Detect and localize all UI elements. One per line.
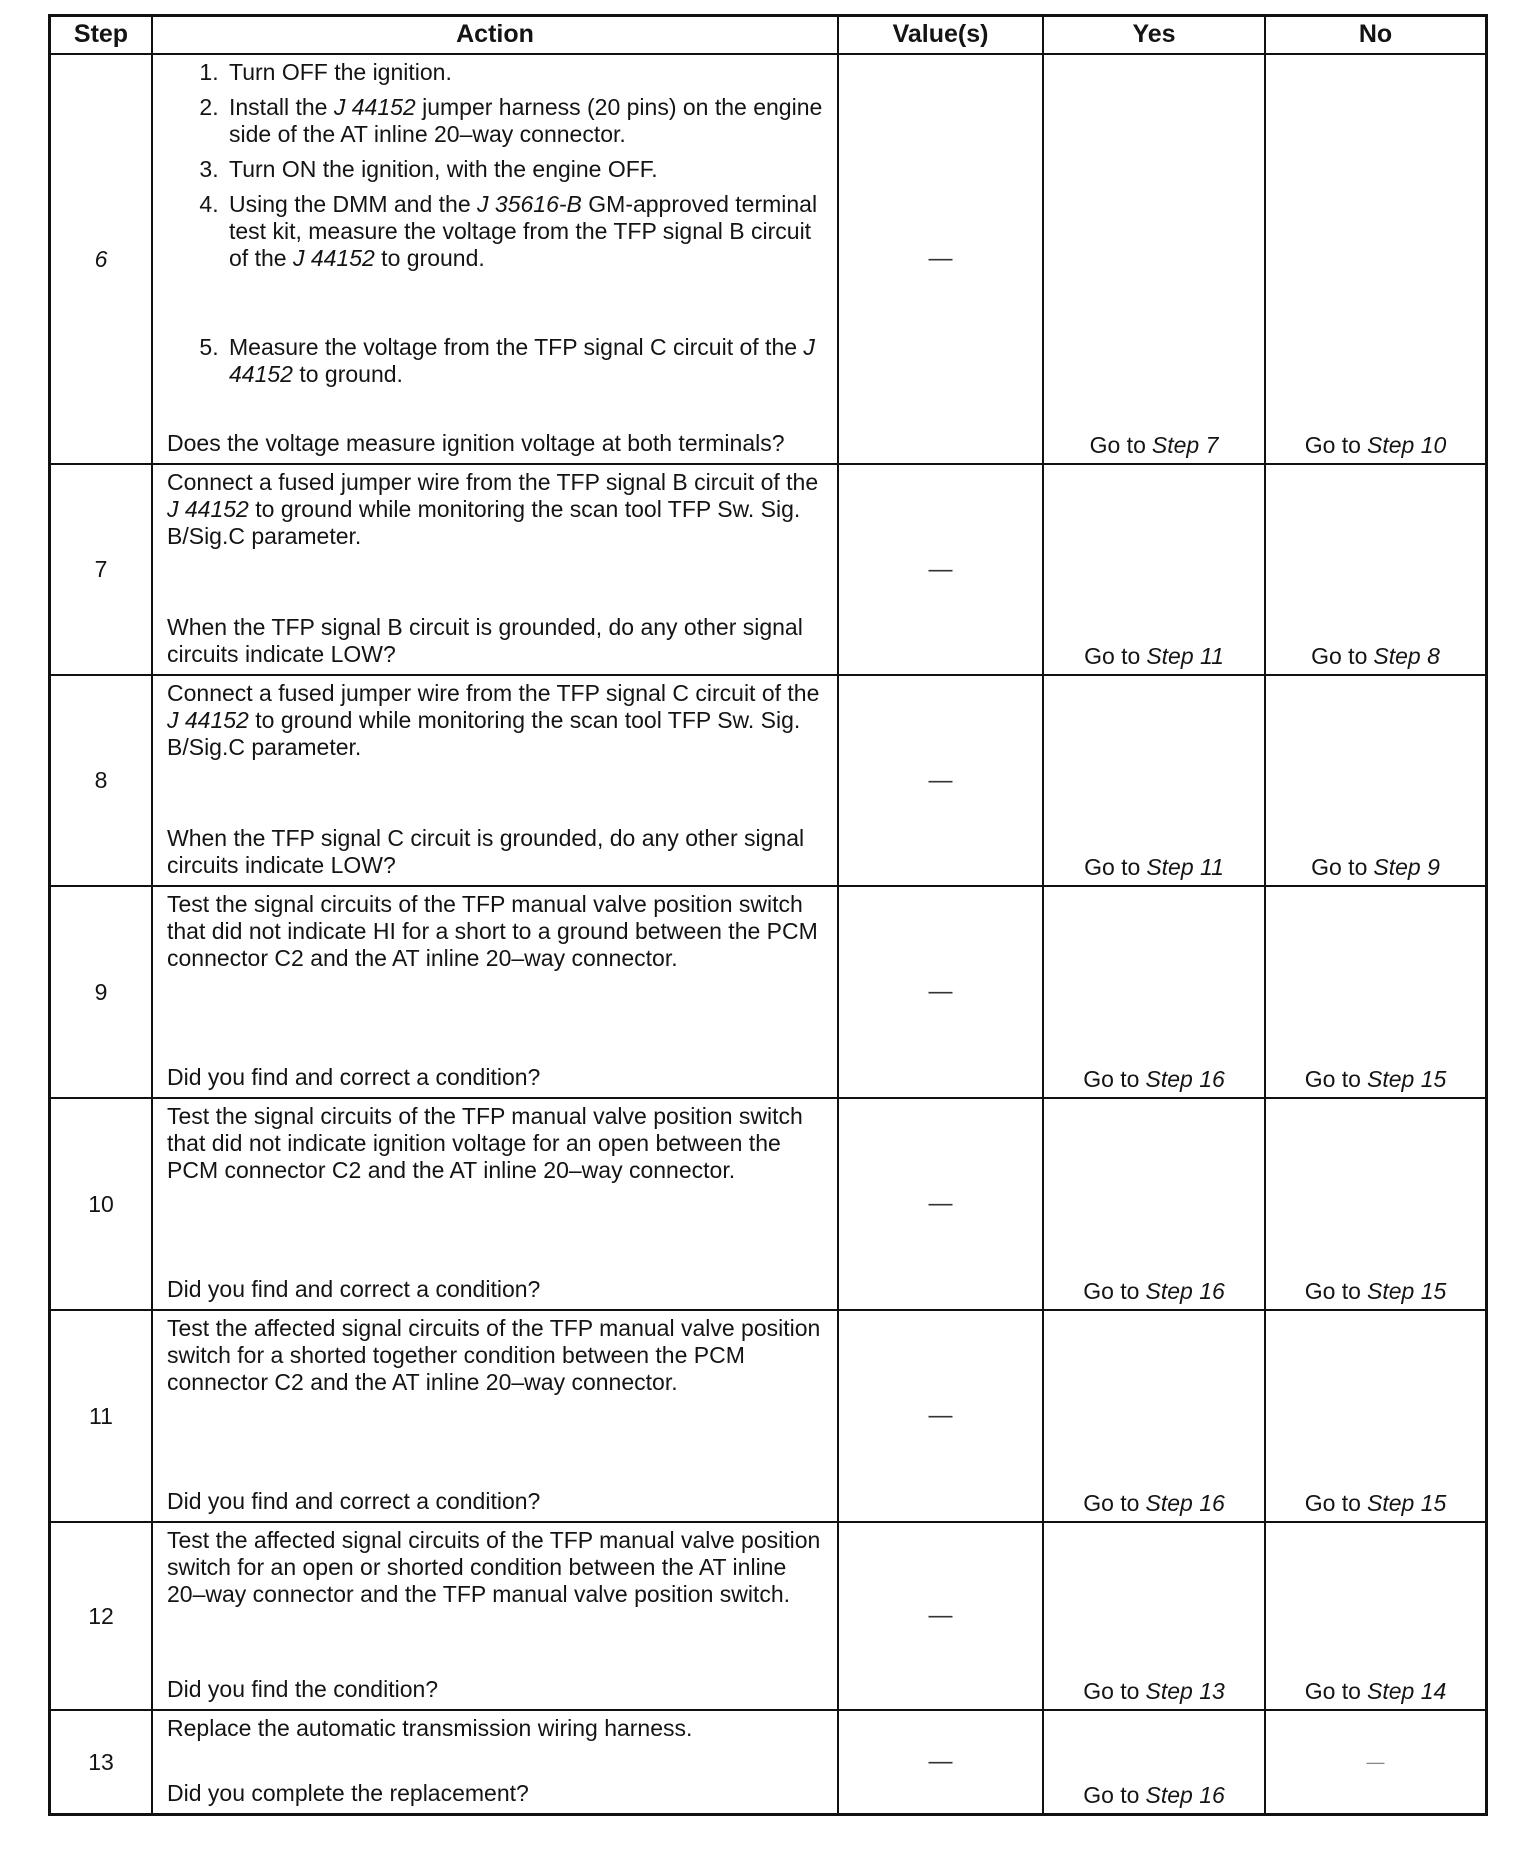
action-cell [151, 1311, 837, 1521]
question-text: When the TFP signal B circuit is grounded, do any other signal circuits indicate LOW? [167, 614, 803, 667]
yes-cell: Go to Step 13 [1042, 1523, 1264, 1709]
question-text: Did you find and correct a condition? [167, 1276, 541, 1302]
table-row [51, 1097, 1485, 1309]
step-number: 9 [94, 978, 108, 1005]
no-cell: Go to Step 9 [1264, 676, 1485, 885]
yes-cell: Go to Step 16 [1042, 887, 1264, 1097]
action-cell [151, 676, 837, 885]
no-cell: Go to Step 15 [1264, 887, 1485, 1097]
step-number: 10 [88, 1190, 114, 1217]
value-cell: — [837, 1311, 1042, 1521]
action-text: Connect a fused jumper wire from the TFP signal C circuit of the J 44152 to ground while monitoring the scan tool TFP Sw. Sig. B/Sig.C parameter. [167, 680, 820, 760]
tool-reference: J 44152 [167, 707, 249, 733]
question-text: Did you complete the replacement? [167, 1780, 529, 1806]
yes-cell: Go to Step 11 [1042, 676, 1264, 885]
step-number: 11 [89, 1402, 113, 1429]
no-cell: Go to Step 8 [1264, 465, 1485, 674]
header-yes: Yes [1042, 17, 1264, 53]
value-cell: — [837, 1099, 1042, 1309]
header-step: Step [73, 20, 129, 48]
action-cell [151, 1099, 837, 1309]
action-text: Replace the automatic transmission wiring harness. [167, 1715, 693, 1741]
table-row [51, 1709, 1485, 1813]
table-header [51, 17, 1485, 53]
question-text: Did you find and correct a condition? [167, 1064, 541, 1090]
value-cell: — [837, 465, 1042, 674]
instruction-list [167, 59, 827, 388]
action-text: Connect a fused jumper wire from the TFP signal B circuit of the J 44152 to ground while monitoring the scan tool TFP Sw. Sig. B/Sig.C parameter. [167, 469, 819, 549]
question-text: Did you find and correct a condition? [167, 1488, 541, 1514]
step-number: 6 [94, 245, 108, 272]
yes-cell: Go to Step 7 [1042, 55, 1264, 463]
yes-cell: Go to Step 11 [1042, 465, 1264, 674]
step-number: 13 [88, 1748, 114, 1775]
header-action: Action [151, 17, 837, 53]
action-cell [151, 1711, 837, 1813]
diagnostic-table [48, 14, 1488, 1816]
list-item: 5. Measure the voltage from the TFP signal C circuit of the J 44152 to ground. [225, 334, 827, 388]
yes-cell: Go to Step 16 [1042, 1311, 1264, 1521]
action-text: Test the signal circuits of the TFP manual valve position switch that did not indicate ignition voltage for an open between the PCM connector C2 and the AT inline 20–way connector. [167, 1103, 803, 1183]
table-row [51, 1309, 1485, 1521]
tool-reference: J 44152 [333, 94, 416, 120]
action-cell [151, 55, 837, 463]
action-text: Test the affected signal circuits of the TFP manual valve position switch for a shorted together condition between the PCM connector C2 and the AT inline 20–way connector. [167, 1315, 821, 1395]
yes-cell: Go to Step 16 [1042, 1099, 1264, 1309]
list-item: 4. Using the DMM and the J 35616-B GM-approved terminal test kit, measure the voltage from the TFP signal B circuit of the J 44152 to ground. [225, 191, 827, 272]
value-cell: — [837, 1523, 1042, 1709]
step-number: 8 [94, 767, 108, 793]
question-text: When the TFP signal C circuit is grounded, do any other signal circuits indicate LOW? [167, 825, 805, 878]
action-cell [151, 1523, 837, 1709]
tool-reference: J 35616-B [477, 191, 582, 217]
value-cell: — [837, 55, 1042, 463]
table-row [51, 53, 1485, 463]
question-text: Does the voltage measure ignition voltage at both terminals? [167, 430, 785, 456]
table-row [51, 674, 1485, 885]
table-row [51, 1521, 1485, 1709]
tool-reference: J 44152 [229, 334, 815, 387]
tool-reference: J 44152 [167, 496, 249, 522]
header-values: Value(s) [837, 17, 1042, 53]
value-cell: — [837, 887, 1042, 1097]
yes-cell: Go to Step 16 [1042, 1711, 1264, 1813]
tool-reference: J 44152 [292, 245, 375, 271]
table-row [51, 885, 1485, 1097]
action-cell [151, 887, 837, 1097]
value-cell: — [837, 1711, 1042, 1813]
action-text: Test the signal circuits of the TFP manual valve position switch that did not indicate HI for a short to a ground between the PCM connector C2 and the AT inline 20–way connector. [167, 891, 818, 971]
step-number: 12 [88, 1602, 114, 1629]
list-item: 1. Turn OFF the ignition. [225, 59, 827, 86]
step-number: 7 [94, 556, 108, 582]
header-no: No [1264, 17, 1485, 53]
question-text: Did you find the condition? [167, 1676, 439, 1702]
no-cell: — [1264, 1711, 1485, 1813]
no-cell: Go to Step 14 [1264, 1523, 1485, 1709]
table-row [51, 463, 1485, 674]
list-item: 3. Turn ON the ignition, with the engine OFF. [225, 156, 827, 183]
value-cell: — [837, 676, 1042, 885]
action-text: Test the affected signal circuits of the TFP manual valve position switch for an open or shorted condition between the AT inline 20–way connector and the TFP manual valve position switch. [167, 1527, 821, 1607]
no-cell: Go to Step 15 [1264, 1311, 1485, 1521]
no-cell: Go to Step 15 [1264, 1099, 1485, 1309]
action-cell [151, 465, 837, 674]
no-cell: Go to Step 10 [1264, 55, 1485, 463]
list-item: 2. Install the J 44152 jumper harness (20 pins) on the engine side of the AT inline 20–way connector. [225, 94, 827, 148]
